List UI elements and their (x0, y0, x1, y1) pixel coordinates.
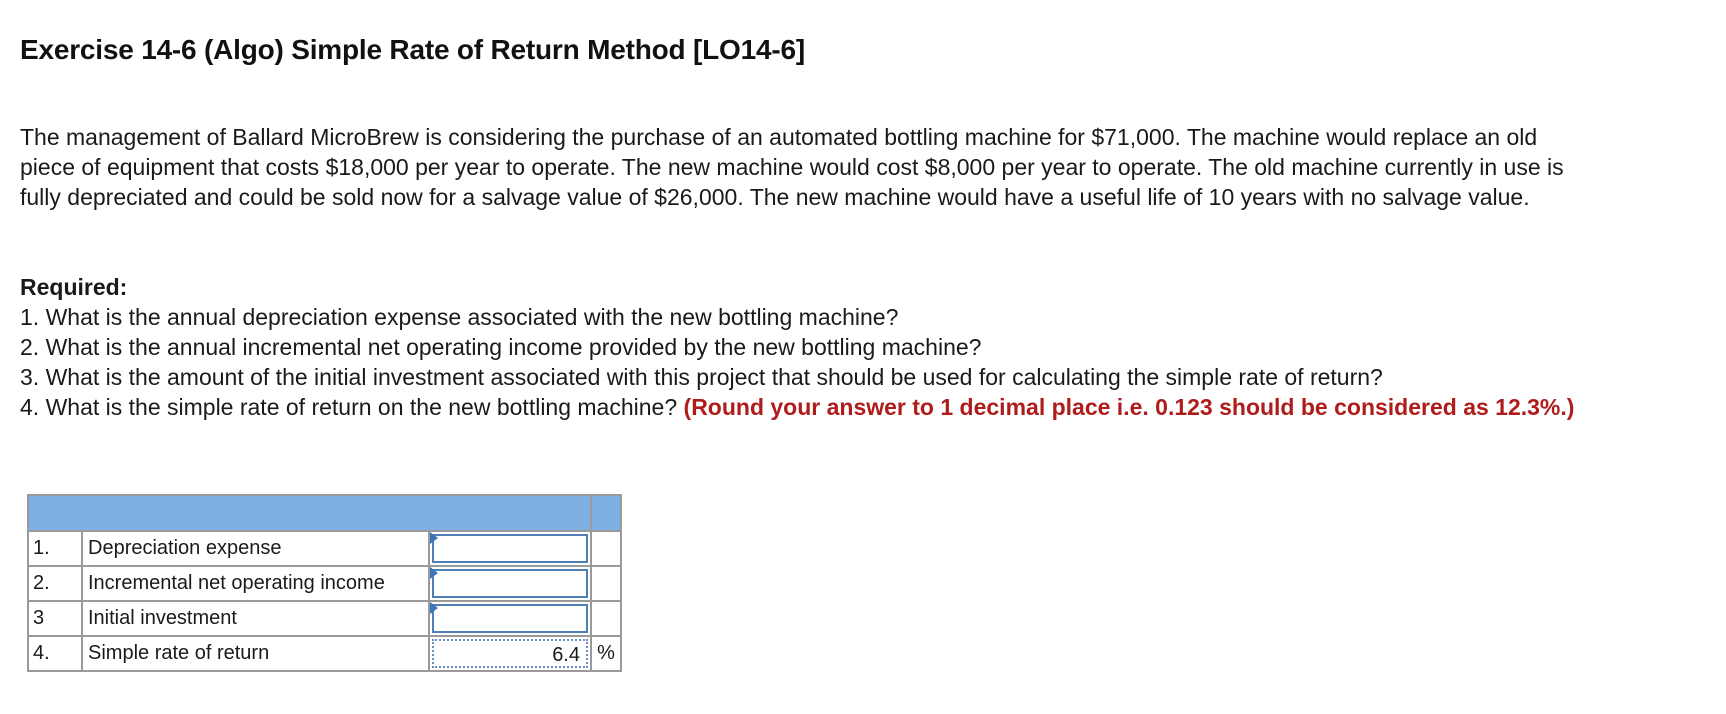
requirement-4 (20, 392, 1580, 422)
net-operating-income-input-cell (429, 566, 591, 601)
table-row (28, 601, 621, 636)
row-number: 4. (28, 636, 82, 671)
depreciation-input-cell (429, 531, 591, 566)
percent-unit: % (591, 636, 621, 671)
depreciation-input[interactable] (432, 534, 588, 563)
required-heading: Required: (20, 274, 128, 300)
simple-rate-of-return-value: 6.4 (432, 639, 588, 668)
input-marker-icon (430, 602, 438, 614)
initial-investment-input-cell (429, 601, 591, 636)
exercise-title: Exercise 14-6 (Algo) Simple Rate of Return Method [LO14-6] (20, 34, 805, 65)
table-row (28, 636, 621, 671)
row-label-simple-rate-of-return: Simple rate of return (82, 636, 429, 671)
initial-investment-input[interactable] (432, 604, 588, 633)
requirement-1: 1. What is the annual depreciation expense associated with the new bottling machine? (20, 304, 899, 330)
table-row (28, 531, 621, 566)
row-unit (591, 601, 621, 636)
answer-table-header (28, 495, 621, 531)
row-unit (591, 566, 621, 601)
input-marker-icon (430, 567, 438, 579)
table-row (28, 566, 621, 601)
row-unit (591, 531, 621, 566)
row-label-initial-investment: Initial investment (82, 601, 429, 636)
required-section (20, 272, 1580, 422)
answer-table (27, 494, 622, 672)
header-unit-cell (591, 495, 621, 531)
row-label-depreciation: Depreciation expense (82, 531, 429, 566)
row-number: 1. (28, 531, 82, 566)
input-marker-icon (430, 532, 438, 544)
requirement-2: 2. What is the annual incremental net operating income provided by the new bottling machine? (20, 334, 982, 360)
requirement-3: 3. What is the amount of the initial investment associated with this project that should be used for calculating the simple rate of return? (20, 364, 1383, 390)
row-number: 3 (28, 601, 82, 636)
header-cell (28, 495, 591, 531)
row-label-net-operating-income: Incremental net operating income (82, 566, 429, 601)
requirement-4-text: 4. What is the simple rate of return on the new bottling machine? (20, 394, 678, 420)
simple-rate-of-return-cell (429, 636, 591, 671)
rounding-instruction: (Round your answer to 1 decimal place i.e. 0.123 should be considered as 12.3%.) (683, 394, 1575, 420)
problem-statement: The management of Ballard MicroBrew is considering the purchase of an automated bottling machine for $71,000. The machine would replace an old piece of equipment that costs $18,000 per year to operate. The new machine would cost $8,000 per year to operate. The old machine currently in use is fully depreciated and could be sold now for a salvage value of $26,000. The new machine would have a useful life of 10 years with no salvage value. (20, 124, 1564, 210)
net-operating-income-input[interactable] (432, 569, 588, 598)
row-number: 2. (28, 566, 82, 601)
